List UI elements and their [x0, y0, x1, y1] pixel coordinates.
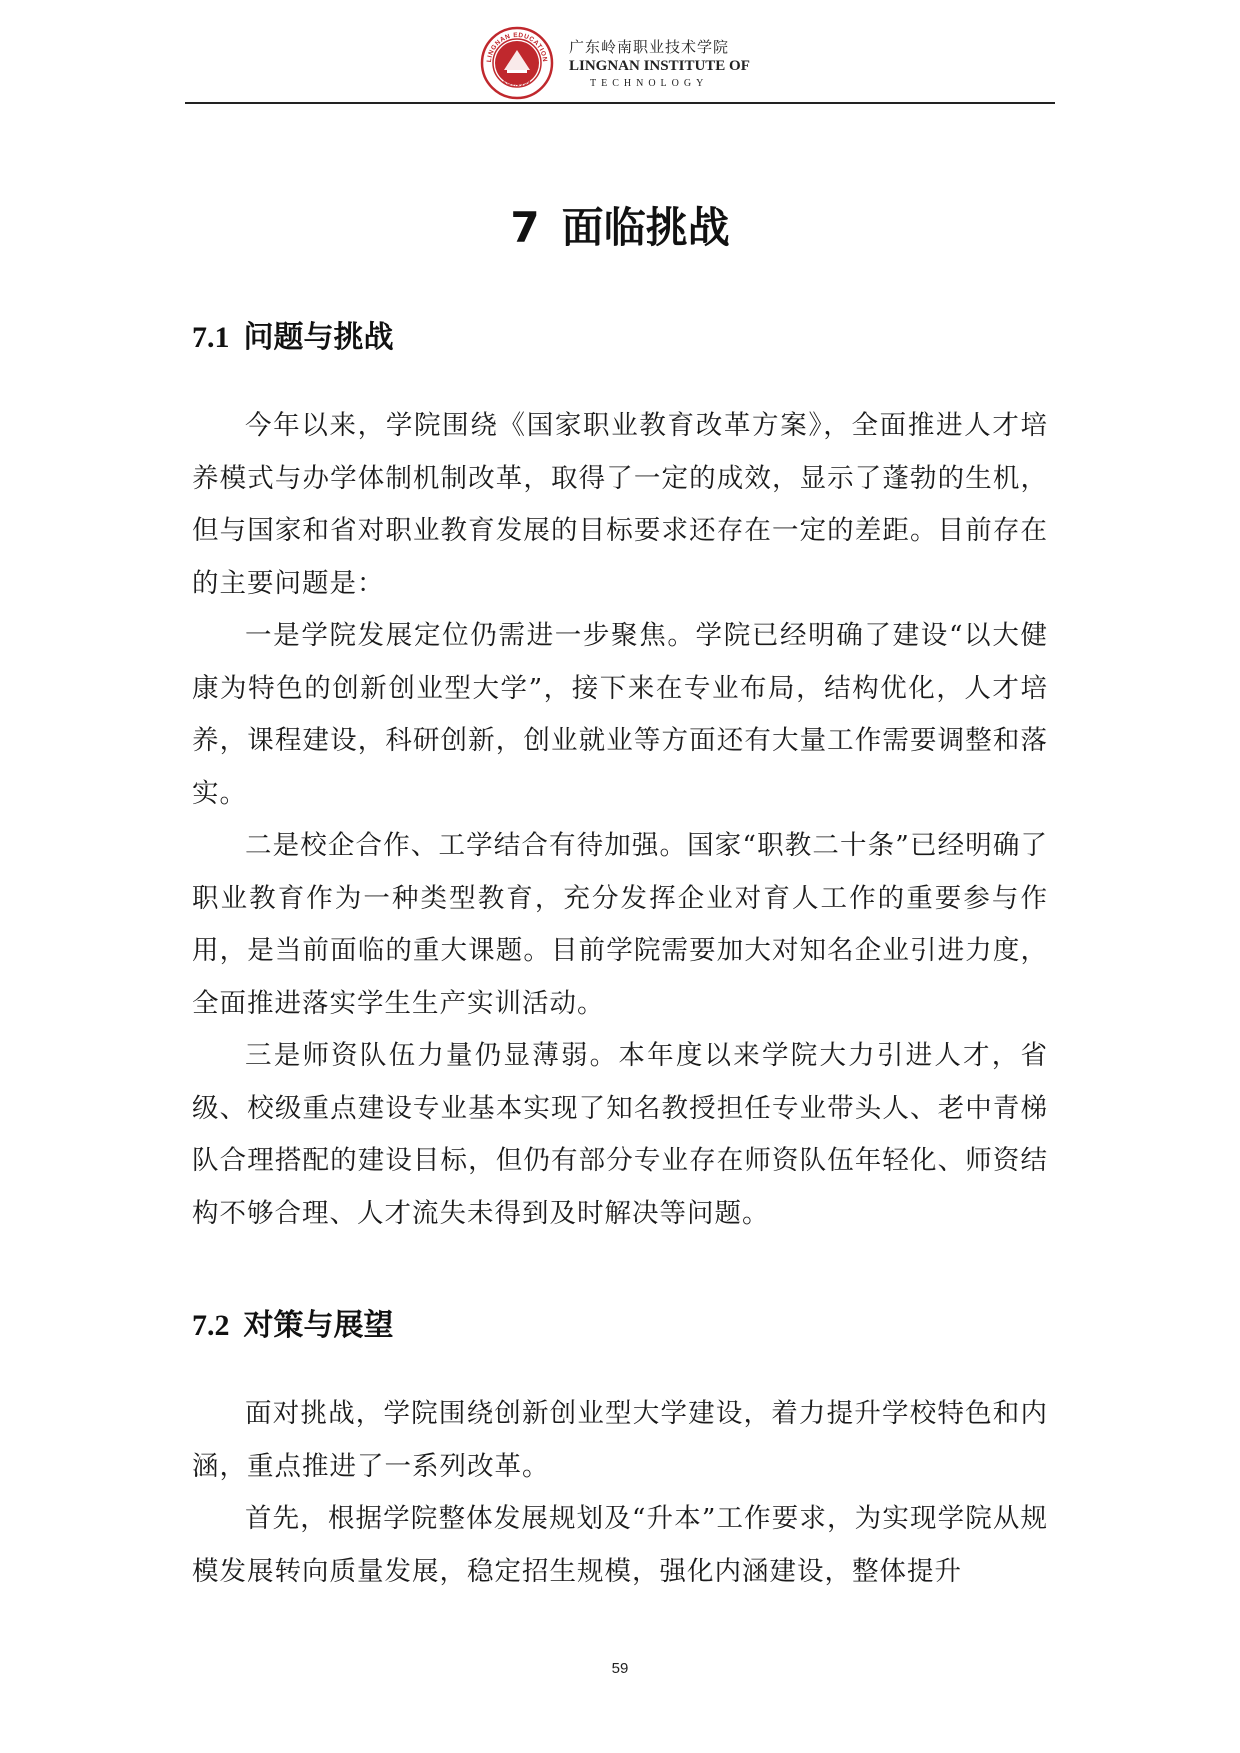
page-header: [185, 18, 1055, 104]
institution-logo: [480, 26, 554, 100]
section-title-text: 对策与展望: [243, 1308, 394, 1343]
institution-name-en-sub: TECHNOLOGY: [590, 78, 709, 89]
section-heading-7-1: [192, 312, 394, 356]
section-number: 7.1: [192, 321, 230, 354]
institution-name-en: LINGNAN INSTITUTE OF: [569, 58, 750, 74]
section-body-7-2: [192, 1388, 1048, 1598]
section-heading-7-2: [192, 1300, 394, 1344]
section-body-7-1: [192, 400, 1048, 1240]
logo-est-text: EST.1993: [501, 78, 533, 89]
paragraph: 今年以来，学院围绕《国家职业教育改革方案》，全面推进人才培养模式与办学体制机制改革，取得了一定的成效，显示了蓬勃的生机，但与国家和省对职业教育发展的目标要求还存在一定的差距。目前存在的主要问题是：: [192, 410, 1048, 599]
logo-ring-text: LINGNAN EDUCATION: [485, 31, 549, 63]
paragraph: 面对挑战，学院围绕创新创业型大学建设，着力提升学校特色和内涵，重点推进了一系列改革。: [192, 1398, 1048, 1482]
paragraph: 首先，根据学院整体发展规划及“升本”工作要求，为实现学院从规模发展转向质量发展，稳定招生规模，强化内涵建设，整体提升: [192, 1503, 1048, 1587]
paragraph: 一是学院发展定位仍需进一步聚焦。学院已经明确了建设“以大健康为特色的创新创业型大学”，接下来在专业布局，结构优化，人才培养，课程建设，科研创新，创业就业等方面还有大量工作需要调整和落实。: [192, 620, 1048, 809]
institution-name-cn: 广东岭南职业技术学院: [569, 38, 730, 56]
section-title-text: 问题与挑战: [243, 320, 394, 355]
paragraph: 三是师资队伍力量仍显薄弱。本年度以来学院大力引进人才，省级、校级重点建设专业基本实现了知名教授担任专业带头人、老中青梯队合理搭配的建设目标，但仍有部分专业存在师资队伍年轻化、师资结构不够合理、人才流失未得到及时解决等问题。: [192, 1040, 1048, 1229]
chapter-title-text: 面临挑战: [561, 203, 730, 252]
chapter-number: 7: [510, 203, 540, 252]
section-number: 7.2: [192, 1309, 230, 1342]
paragraph: 二是校企合作、工学结合有待加强。国家“职教二十条”已经明确了职业教育作为一种类型教育，充分发挥企业对育人工作的重要参与作用，是当前面临的重大课题。目前学院需要加大对知名企业引进力度，全面推进落实学生生产实训活动。: [192, 830, 1048, 1019]
page-number: 59: [611, 1660, 629, 1677]
chapter-title: [0, 195, 1240, 255]
